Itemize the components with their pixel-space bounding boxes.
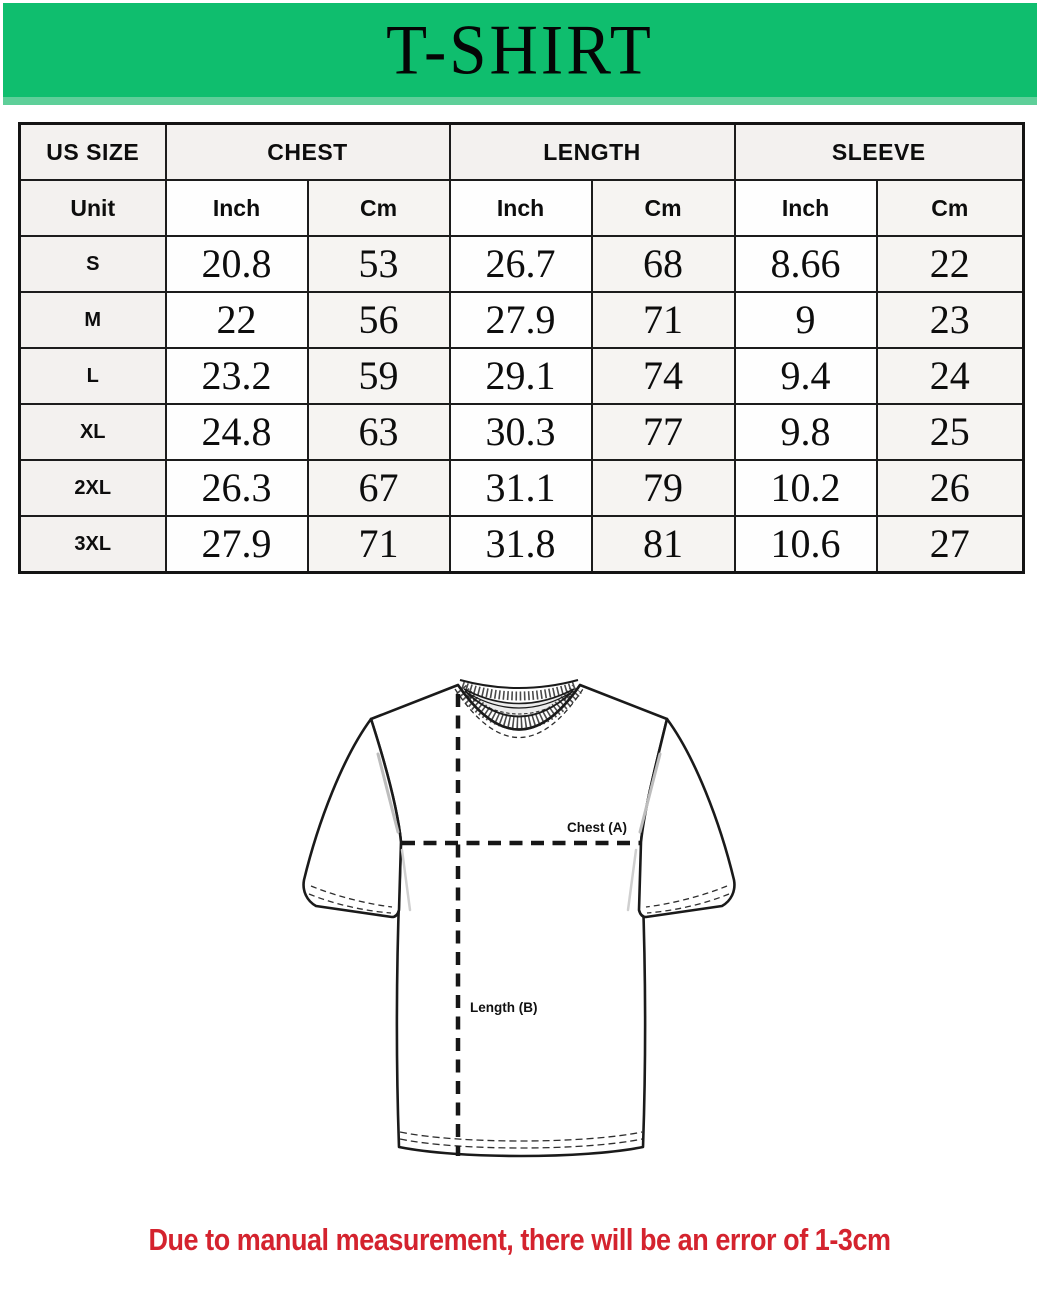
size-cell: L [20, 348, 166, 404]
size-cell: 2XL [20, 460, 166, 516]
measurement-cell: 68 [592, 236, 735, 292]
tshirt-diagram [288, 662, 752, 1170]
measurement-cell: 9.4 [735, 348, 877, 404]
table-row [20, 516, 1024, 573]
measurement-cell: 25 [877, 404, 1024, 460]
measurement-cell: 27.9 [450, 292, 592, 348]
measurement-cell: 27 [877, 516, 1024, 573]
measurement-cell: 8.66 [735, 236, 877, 292]
size-cell: S [20, 236, 166, 292]
tshirt-body [371, 685, 667, 1156]
tshirt-drawing [288, 662, 752, 1170]
unit-inch: Inch [166, 180, 308, 236]
measurement-cell: 56 [308, 292, 450, 348]
header-chest: CHEST [166, 124, 450, 181]
measurement-cell: 53 [308, 236, 450, 292]
unit-inch: Inch [450, 180, 592, 236]
table-row [20, 292, 1024, 348]
measurement-cell: 22 [877, 236, 1024, 292]
measurement-cell: 59 [308, 348, 450, 404]
measurement-note [0, 1222, 1040, 1258]
measurement-cell: 24.8 [166, 404, 308, 460]
measurement-cell: 26 [877, 460, 1024, 516]
measurement-cell: 24 [877, 348, 1024, 404]
measurement-cell: 71 [308, 516, 450, 573]
measurement-cell: 20.8 [166, 236, 308, 292]
table-row [20, 404, 1024, 460]
size-cell: M [20, 292, 166, 348]
measurement-cell: 77 [592, 404, 735, 460]
measurement-cell: 27.9 [166, 516, 308, 573]
measurement-cell: 79 [592, 460, 735, 516]
unit-inch: Inch [735, 180, 877, 236]
measurement-cell: 30.3 [450, 404, 592, 460]
header-sleeve: SLEEVE [735, 124, 1024, 181]
table-unit-row [20, 180, 1024, 236]
unit-cm: Cm [308, 180, 450, 236]
measurement-cell: 81 [592, 516, 735, 573]
unit-cm: Cm [877, 180, 1024, 236]
measurement-cell: 31.1 [450, 460, 592, 516]
measurement-cell: 29.1 [450, 348, 592, 404]
measurement-cell: 71 [592, 292, 735, 348]
measurement-note-text: Due to manual measurement, there will be an error of 1-3cm [148, 1222, 892, 1257]
page-title: T-SHIRT [386, 10, 654, 89]
size-cell: 3XL [20, 516, 166, 573]
measurement-cell: 26.7 [450, 236, 592, 292]
measurement-cell: 74 [592, 348, 735, 404]
table-group-header-row [20, 124, 1024, 181]
size-cell: XL [20, 404, 166, 460]
measurement-cell: 63 [308, 404, 450, 460]
measurement-cell: 10.2 [735, 460, 877, 516]
unit-cm: Cm [592, 180, 735, 236]
header-length: LENGTH [450, 124, 735, 181]
measurement-cell: 23.2 [166, 348, 308, 404]
measurement-cell: 22 [166, 292, 308, 348]
chest-label: Chest (A) [567, 820, 627, 835]
measurement-cell: 9.8 [735, 404, 877, 460]
measurement-cell: 9 [735, 292, 877, 348]
length-label: Length (B) [470, 1000, 538, 1015]
table-row [20, 348, 1024, 404]
title-banner [3, 3, 1037, 97]
unit-label: Unit [20, 180, 166, 236]
measurement-cell: 23 [877, 292, 1024, 348]
measurement-cell: 26.3 [166, 460, 308, 516]
header-us-size: US SIZE [20, 124, 166, 181]
measurement-cell: 31.8 [450, 516, 592, 573]
measurement-cell: 67 [308, 460, 450, 516]
measurement-cell: 10.6 [735, 516, 877, 573]
table-row [20, 460, 1024, 516]
size-table [18, 122, 1025, 574]
table-row [20, 236, 1024, 292]
